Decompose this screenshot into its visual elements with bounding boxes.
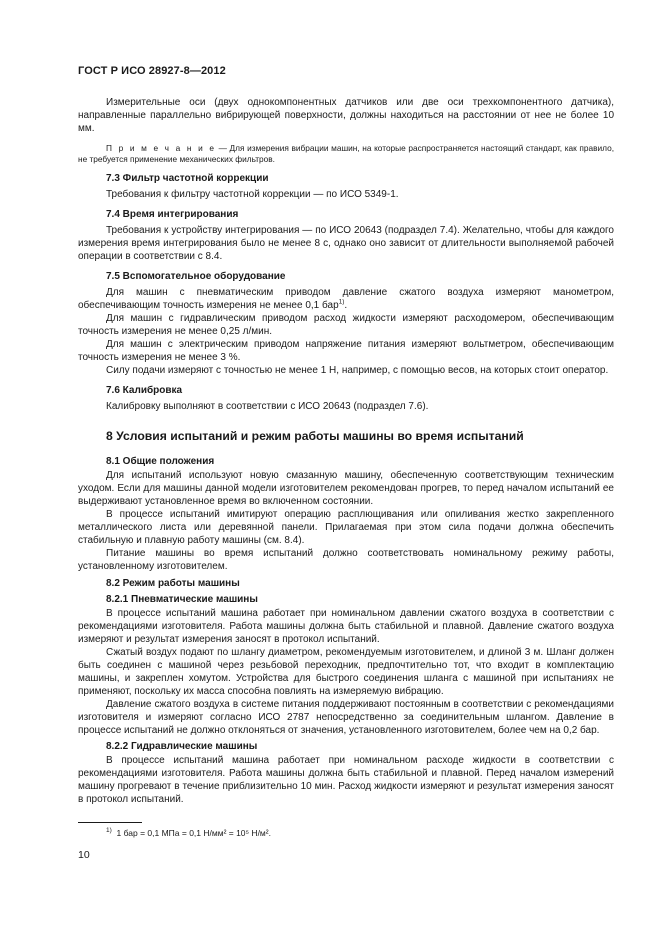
section-heading-8-1: 8.1 Общие положения [106, 456, 215, 467]
paragraph: В процессе испытаний машина работает при номинальном расходе жидкости в соответствии с рекомендациями изготовителя. Работа машины должна быть стабильной и плавной. Перед началом измерений машину прогревают в течение приблизительно 10 мин. Расход жидкости измеряют и результат измерения заносят в протокол испытаний. [78, 755, 614, 805]
section-heading-8-2-1: 8.2.1 Пневматические машины [106, 594, 258, 605]
paragraph: Давление сжатого воздуха в системе питания поддерживают постоянным в соответствии с рекомендациями изготовителя и измеряют согласно ИСО 2787 непосредственно за соединительным шлангом. Давление в процессе испытаний не должно отклоняться от значения, установленного изготовителем, более чем на 0,2 бар. [78, 699, 614, 736]
paragraph [78, 286, 614, 312]
paragraph: Требования к устройству интегрирования — по ИСО 20643 (подраздел 7.4). Желательно, чтобы для каждого измерения время интегрирования было не менее 8 с, однако оно зависит от длительности выполняемой рабочей операции в соответствии с 8.4. [78, 225, 614, 262]
paragraph: Для машин с гидравлическим приводом расход жидкости измеряют расходомером, обеспечивающим точность измерения не менее 0,25 л/мин. [78, 313, 614, 337]
paragraph: Измерительные оси (двух однокомпонентных датчиков или две оси трехкомпонентного датчика), направленные параллельно вибрирующей поверхности, должны находиться на расстоянии от нее не более 10 мм. [78, 97, 614, 134]
paragraph-end: . [344, 300, 348, 311]
footnote [106, 828, 271, 838]
section-heading-8: 8 Условия испытаний и режим работы машины во время испытаний [106, 429, 524, 443]
footnote-divider [78, 822, 142, 823]
paragraph: Сжатый воздух подают по шлангу диаметром, рекомендуемым изготовителем, и длиной 3 м. Шланг должен быть соединен с машиной через резьбовой переходник, предпочтительно тот, что входит в комплектацию машины, и закреплен хомутом. Устройства для быстрого соединения шланга с машиной при испытаниях не применяют, поскольку их масса способна повлиять на измеряемую вибрацию. [78, 647, 614, 697]
page-number: 10 [78, 849, 90, 861]
paragraph: Калибровку выполняют в соответствии с ИСО 20643 (подраздел 7.6). [106, 401, 429, 412]
paragraph-text: Для машин с пневматическим приводом давление сжатого воздуха измеряют манометром, обеспечивающим точность измерения не менее 0,1 бар [78, 287, 614, 311]
section-heading-8-2-2: 8.2.2 Гидравлические машины [106, 741, 258, 752]
note [78, 143, 614, 165]
section-heading-7-6: 7.6 Калибровка [106, 385, 183, 396]
section-heading-7-4: 7.4 Время интегрирования [106, 209, 239, 220]
document-header: ГОСТ Р ИСО 28927-8—2012 [78, 65, 226, 77]
paragraph: Требования к фильтру частотной коррекции — по ИСО 5349-1. [106, 189, 399, 200]
section-heading-7-5: 7.5 Вспомогательное оборудование [106, 271, 286, 282]
footnote-marker: 1) [106, 827, 112, 835]
footnote-text: 1 бар = 0,1 МПа = 0,1 Н/мм² = 10⁵ Н/м². [116, 828, 271, 838]
paragraph: Питание машины во время испытаний должно соответствовать номинальному режиму работы, установленному изготовителем. [78, 548, 614, 572]
paragraph: В процессе испытаний машина работает при номинальном давлении сжатого воздуха в соответствии с рекомендациями изготовителя. Работа машины должна быть стабильной и плавной. Давление сжатого воздуха измеряют и результат измерения заносят в протокол испытаний. [78, 608, 614, 645]
note-label: П р и м е ч а н и е [106, 143, 216, 153]
section-heading-7-3: 7.3 Фильтр частотной коррекции [106, 173, 269, 184]
section-heading-8-2: 8.2 Режим работы машины [106, 578, 240, 589]
page-body [78, 96, 614, 806]
paragraph: Силу подачи измеряют с точностью не менее 1 Н, например, с помощью весов, на которых стоит оператор. [106, 365, 609, 376]
paragraph: В процессе испытаний имитируют операцию расплющивания или опиливания жестко закрепленного металлического листа или деревянной панели. Прилагаемая при этом сила подачи должна обеспечить стабильную и плавную работу машины (см. 8.4). [78, 509, 614, 546]
footnote-ref[interactable]: 1) [338, 298, 345, 306]
paragraph: Для машин с электрическим приводом напряжение питания измеряют вольтметром, обеспечивающим точность измерения не менее 3 %. [78, 339, 614, 363]
note-text: — Для измерения вибрации машин, на которые распространяется настоящий стандарт, как правило, не требуется применение механических фильтров. [78, 143, 614, 164]
paragraph: Для испытаний используют новую смазанную машину, обеспеченную соответствующим техническим уходом. Если для машины данной модели изготовителем рекомендован прогрев, то перед началом испытаний ее выдерживают установленное время во включенном состоянии. [78, 470, 614, 507]
